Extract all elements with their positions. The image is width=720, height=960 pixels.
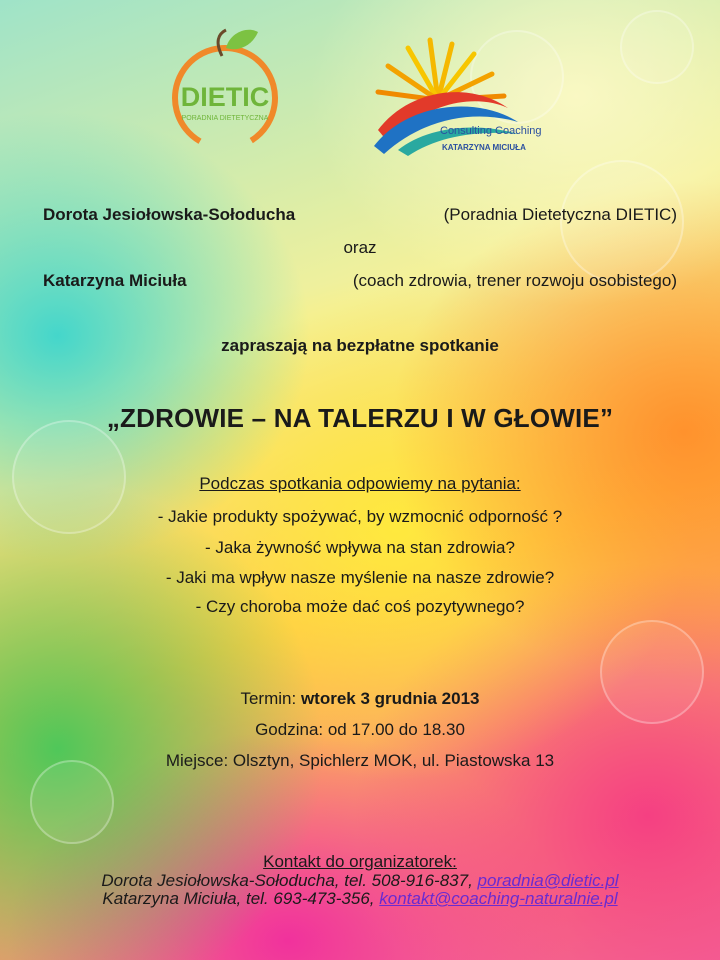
person1-role: (Poradnia Dietetyczna DIETIC) bbox=[443, 205, 677, 224]
question-item: - Jakie produkty spożywać, by wzmocnić odporność ? bbox=[157, 507, 563, 526]
person2-name: Katarzyna Miciuła bbox=[43, 271, 187, 290]
event-place: Miejsce: Olsztyn, Spichlerz MOK, ul. Piastowska 13 bbox=[165, 751, 555, 770]
dietic-logo-name: DIETIC bbox=[180, 82, 270, 112]
contact-row-2 bbox=[0, 890, 720, 908]
coaching-logo bbox=[368, 30, 568, 160]
coaching-logo-line1: Consulting Coaching bbox=[440, 125, 542, 137]
dietic-logo bbox=[160, 28, 290, 158]
questions-heading: Podczas spotkania odpowiemy na pytania: bbox=[199, 474, 521, 493]
contact-2-email-link[interactable]: kontakt@coaching-naturalnie.pl bbox=[379, 889, 618, 908]
contact-heading bbox=[0, 853, 720, 871]
contact-heading-text: Kontakt do organizatorek: bbox=[263, 852, 457, 871]
term-value: wtorek 3 grudnia 2013 bbox=[300, 689, 480, 708]
event-time: Godzina: od 17.00 do 18.30 bbox=[255, 720, 465, 739]
term-label: Termin: bbox=[240, 689, 297, 708]
person1-name: Dorota Jesiołowska-Sołoducha bbox=[43, 205, 296, 224]
dietic-logo-subtitle: PORADNIA DIETETYCZNA bbox=[181, 115, 269, 122]
conjunction: oraz bbox=[343, 238, 377, 257]
question-item: - Jaki ma wpływ nasze myślenie na nasze zdrowie? bbox=[165, 568, 555, 587]
intro-line-2 bbox=[43, 271, 677, 291]
contact-1-email-link[interactable]: poradnia@dietic.pl bbox=[477, 871, 619, 890]
person2-role: (coach zdrowia, trener rozwoju osobistego) bbox=[352, 271, 677, 290]
contact-1-text: Dorota Jesiołowska-Sołoducha, tel. 508-916-837, bbox=[101, 871, 478, 890]
coaching-logo-line2: KATARZYNA MICIUŁA bbox=[442, 143, 526, 152]
contact-2-text: Katarzyna Miciuła, tel. 693-473-356, bbox=[102, 889, 380, 908]
contact-row-1 bbox=[0, 872, 720, 890]
event-term bbox=[0, 689, 720, 709]
invitation-text: zapraszają na bezpłatne spotkanie bbox=[221, 336, 499, 355]
intro-line-1 bbox=[43, 205, 677, 225]
event-title: „ZDROWIE – NA TALERZU I W GŁOWIE” bbox=[106, 403, 614, 433]
question-item: - Czy choroba może dać coś pozytywnego? bbox=[195, 597, 525, 616]
bokeh-circle bbox=[30, 760, 114, 844]
question-item: - Jaka żywność wpływa na stan zdrowia? bbox=[205, 538, 515, 557]
bokeh-circle bbox=[620, 10, 694, 84]
